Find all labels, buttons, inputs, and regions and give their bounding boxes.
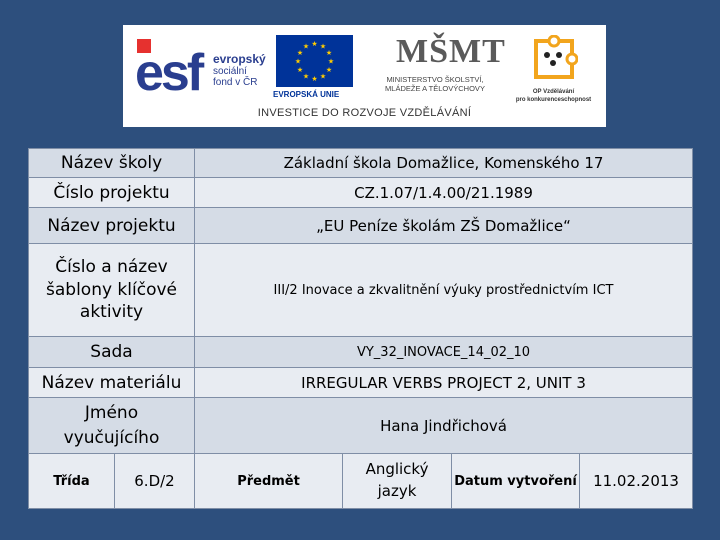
row-project-name: [29, 208, 693, 244]
esf-text: [213, 53, 266, 88]
esf-line-3: fond v ČR: [213, 77, 258, 89]
op-line-1: OP Vzdělávání: [532, 89, 575, 95]
school-label: Název školy: [29, 149, 195, 178]
row-set: [29, 337, 693, 368]
set-value: VY_32_INOVACE_14_02_10: [195, 337, 693, 368]
teacher-label: [29, 398, 195, 454]
subject-value: [343, 454, 452, 509]
svg-text:★: ★: [302, 42, 310, 51]
msmt-logo: [360, 33, 510, 107]
project-name-value: „EU Peníze školám ZŠ Domažlice“: [195, 208, 693, 244]
template-label-line-3: aktivity: [79, 302, 144, 323]
svg-text:★: ★: [296, 66, 304, 74]
row-material: [29, 368, 693, 398]
class-value: 6.D/2: [115, 454, 195, 509]
project-info-table: [28, 148, 693, 509]
msmt-line-1: MINISTERSTVO ŠKOLSTVÍ,: [386, 75, 484, 84]
project-name-label: Název projektu: [29, 208, 195, 244]
banner-caption: INVESTICE DO ROZVOJE VZDĚLÁVÁNÍ: [257, 107, 472, 119]
msmt-line-2: MLÁDEŽE A TĚLOVÝCHOVY: [385, 84, 485, 93]
msmt-mark: MŠMT: [396, 33, 506, 70]
row-details: [29, 454, 693, 509]
teacher-label-line-1: Jméno: [84, 402, 139, 423]
created-value: 11.02.2013: [580, 454, 693, 509]
row-project-number: [29, 178, 693, 208]
row-school: [29, 149, 693, 178]
op-puzzle-icon: [530, 35, 578, 85]
msmt-text: [360, 75, 510, 93]
esf-line-2: sociální: [213, 66, 247, 78]
school-value: Základní škola Domažlice, Komenského 17: [195, 149, 693, 178]
subject-value-line-1: Anglický: [365, 460, 429, 479]
esf-line-1: evropský: [213, 52, 266, 66]
template-value: III/2 Inovace a zkvalitnění výuky prostřednictvím ICT: [195, 244, 693, 337]
teacher-label-line-2: vyučujícího: [63, 427, 160, 448]
set-label: Sada: [29, 337, 195, 368]
svg-text:★: ★: [294, 57, 302, 66]
svg-text:★: ★: [311, 75, 318, 83]
material-label: Název materiálu: [29, 368, 195, 398]
esf-mark: esf: [135, 44, 202, 102]
subject-value-line-2: jazyk: [377, 482, 417, 500]
svg-text:★: ★: [319, 72, 327, 81]
eu-caption: EVROPSKÁ UNIE: [273, 90, 340, 99]
eu-flag-icon: [276, 35, 353, 87]
esf-logo: [135, 35, 267, 105]
template-label-line-2: šablony klíčové: [46, 279, 177, 300]
template-label-line-1: Číslo a název: [55, 256, 168, 277]
template-label: [29, 244, 195, 337]
logo-banner: [123, 25, 606, 127]
op-logo: [506, 35, 601, 115]
project-number-value: CZ.1.07/1.4.00/21.1989: [195, 178, 693, 208]
project-number-label: Číslo projektu: [29, 178, 195, 208]
material-value: IRREGULAR VERBS PROJECT 2, UNIT 3: [195, 368, 693, 398]
op-line-2: pro konkurenceschopnost: [515, 96, 592, 103]
created-label: Datum vytvoření: [452, 454, 580, 509]
op-text: [506, 89, 601, 104]
svg-text:★: ★: [302, 72, 310, 81]
subject-label: Předmět: [195, 454, 343, 509]
row-template: [29, 244, 693, 337]
svg-text:★: ★: [311, 40, 318, 48]
class-label: Třída: [29, 454, 115, 509]
svg-text:★: ★: [325, 49, 333, 57]
svg-text:★: ★: [325, 66, 333, 74]
svg-text:★: ★: [296, 49, 304, 57]
svg-text:★: ★: [327, 57, 335, 66]
svg-text:★: ★: [319, 42, 327, 51]
teacher-value: Hana Jindřichová: [195, 398, 693, 454]
row-teacher: [29, 398, 693, 454]
